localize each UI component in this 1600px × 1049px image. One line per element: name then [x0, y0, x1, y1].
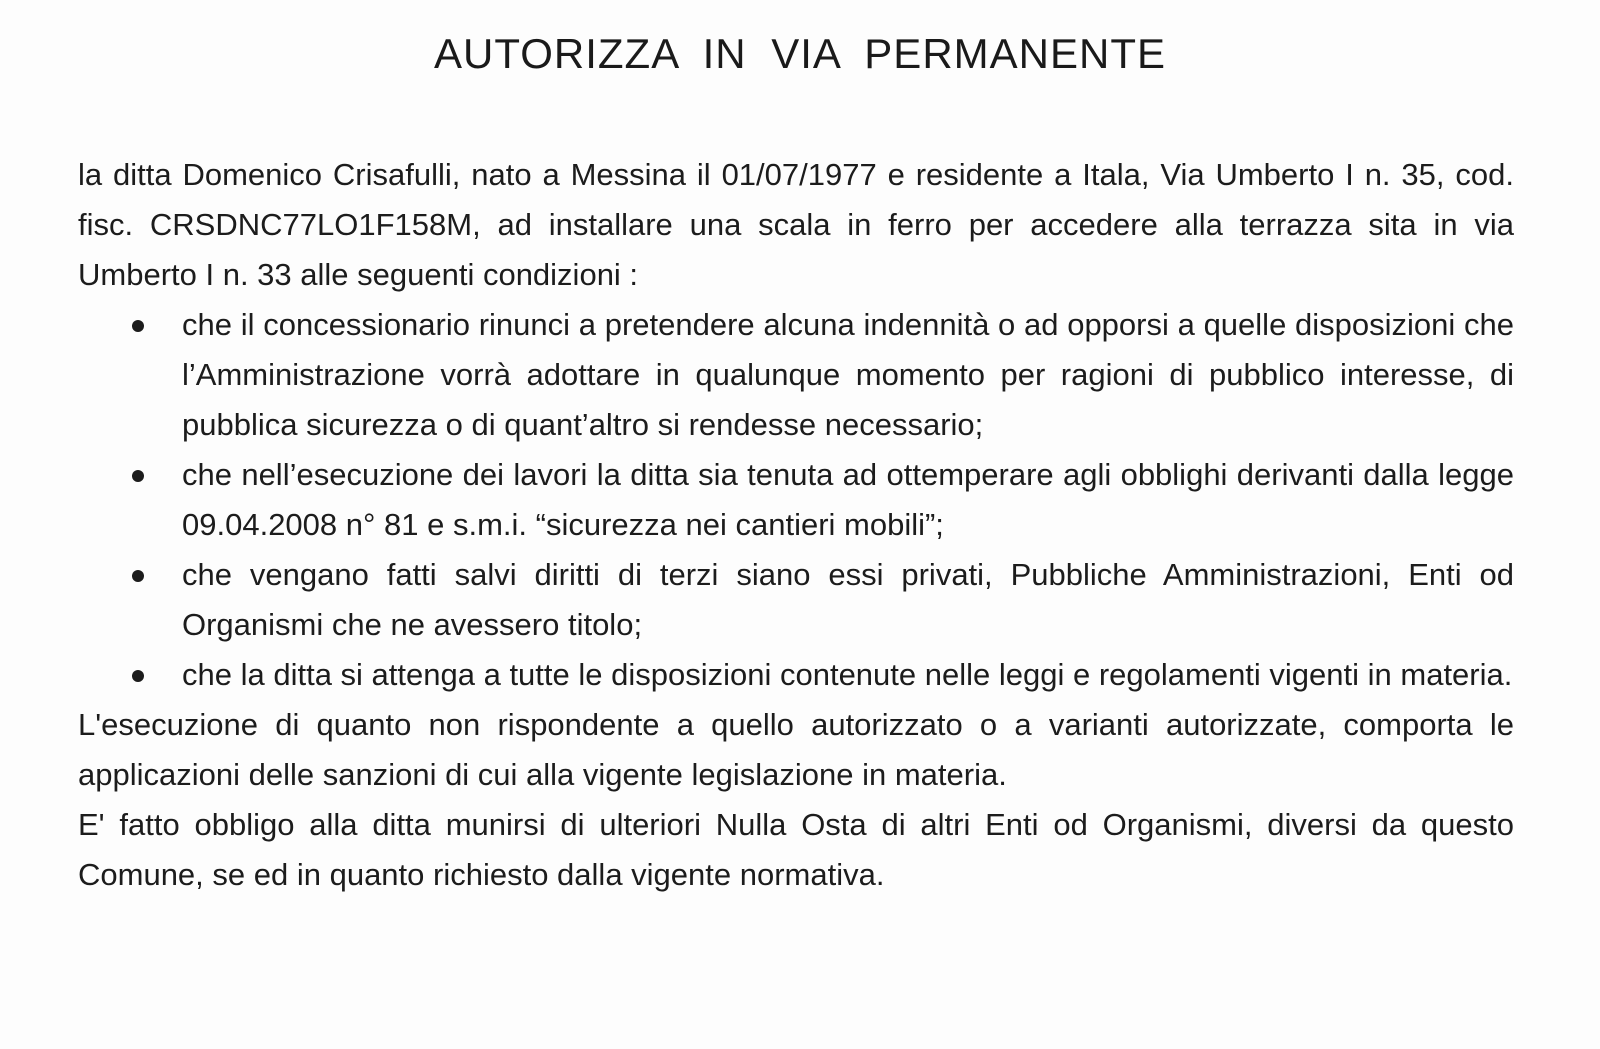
bullet-icon — [132, 570, 144, 582]
condition-text: che nell’esecuzione dei lavori la ditta sia tenuta ad ottemperare agli obblighi derivanti dalla legge 09.04.2008 n° 81 e s.m.i. “sicurezza nei cantieri mobili”; — [182, 457, 1514, 542]
condition-text: che la ditta si attenga a tutte le disposizioni contenute nelle leggi e regolamenti vigenti in materia. — [182, 657, 1513, 692]
intro-paragraph: la ditta Domenico Crisafulli, nato a Messina il 01/07/1977 e residente a Itala, Via Umberto I n. 35, cod. fisc. CRSDNC77LO1F158M, ad installare una scala in ferro per accedere alla terrazza sita in via Umberto I n. 33 alle seguenti condizioni : — [78, 157, 1514, 292]
condition-item — [78, 550, 1514, 650]
bullet-icon — [132, 470, 144, 482]
condition-item — [78, 450, 1514, 550]
condition-item — [78, 650, 1514, 700]
bullet-icon — [132, 320, 144, 332]
bullet-icon — [132, 670, 144, 682]
condition-text: che il concessionario rinunci a pretendere alcuna indennità o ad opporsi a quelle disposizioni che l’Amministrazione vorrà adottare in qualunque momento per ragioni di pubblico interesse, di pubblica sicurezza o di quant’altro si rendesse necessario; — [182, 307, 1514, 442]
condition-item — [78, 300, 1514, 450]
closing-paragraph-obligations: E' fatto obbligo alla ditta munirsi di ulteriori Nulla Osta di altri Enti od Organismi, diversi da questo Comune, se ed in quanto richiesto dalla vigente normativa. — [78, 807, 1514, 892]
conditions-list — [78, 300, 1514, 700]
document-title: AUTORIZZA IN VIA PERMANENTE — [433, 30, 1166, 77]
document-body — [78, 150, 1514, 900]
condition-text: che vengano fatti salvi diritti di terzi siano essi privati, Pubbliche Amministrazioni, Enti od Organismi che ne avessero titolo; — [182, 557, 1514, 642]
closing-paragraph-sanctions: L'esecuzione di quanto non rispondente a quello autorizzato o a varianti autorizzate, comporta le applicazioni delle sanzioni di cui alla vigente legislazione in materia. — [78, 707, 1514, 792]
